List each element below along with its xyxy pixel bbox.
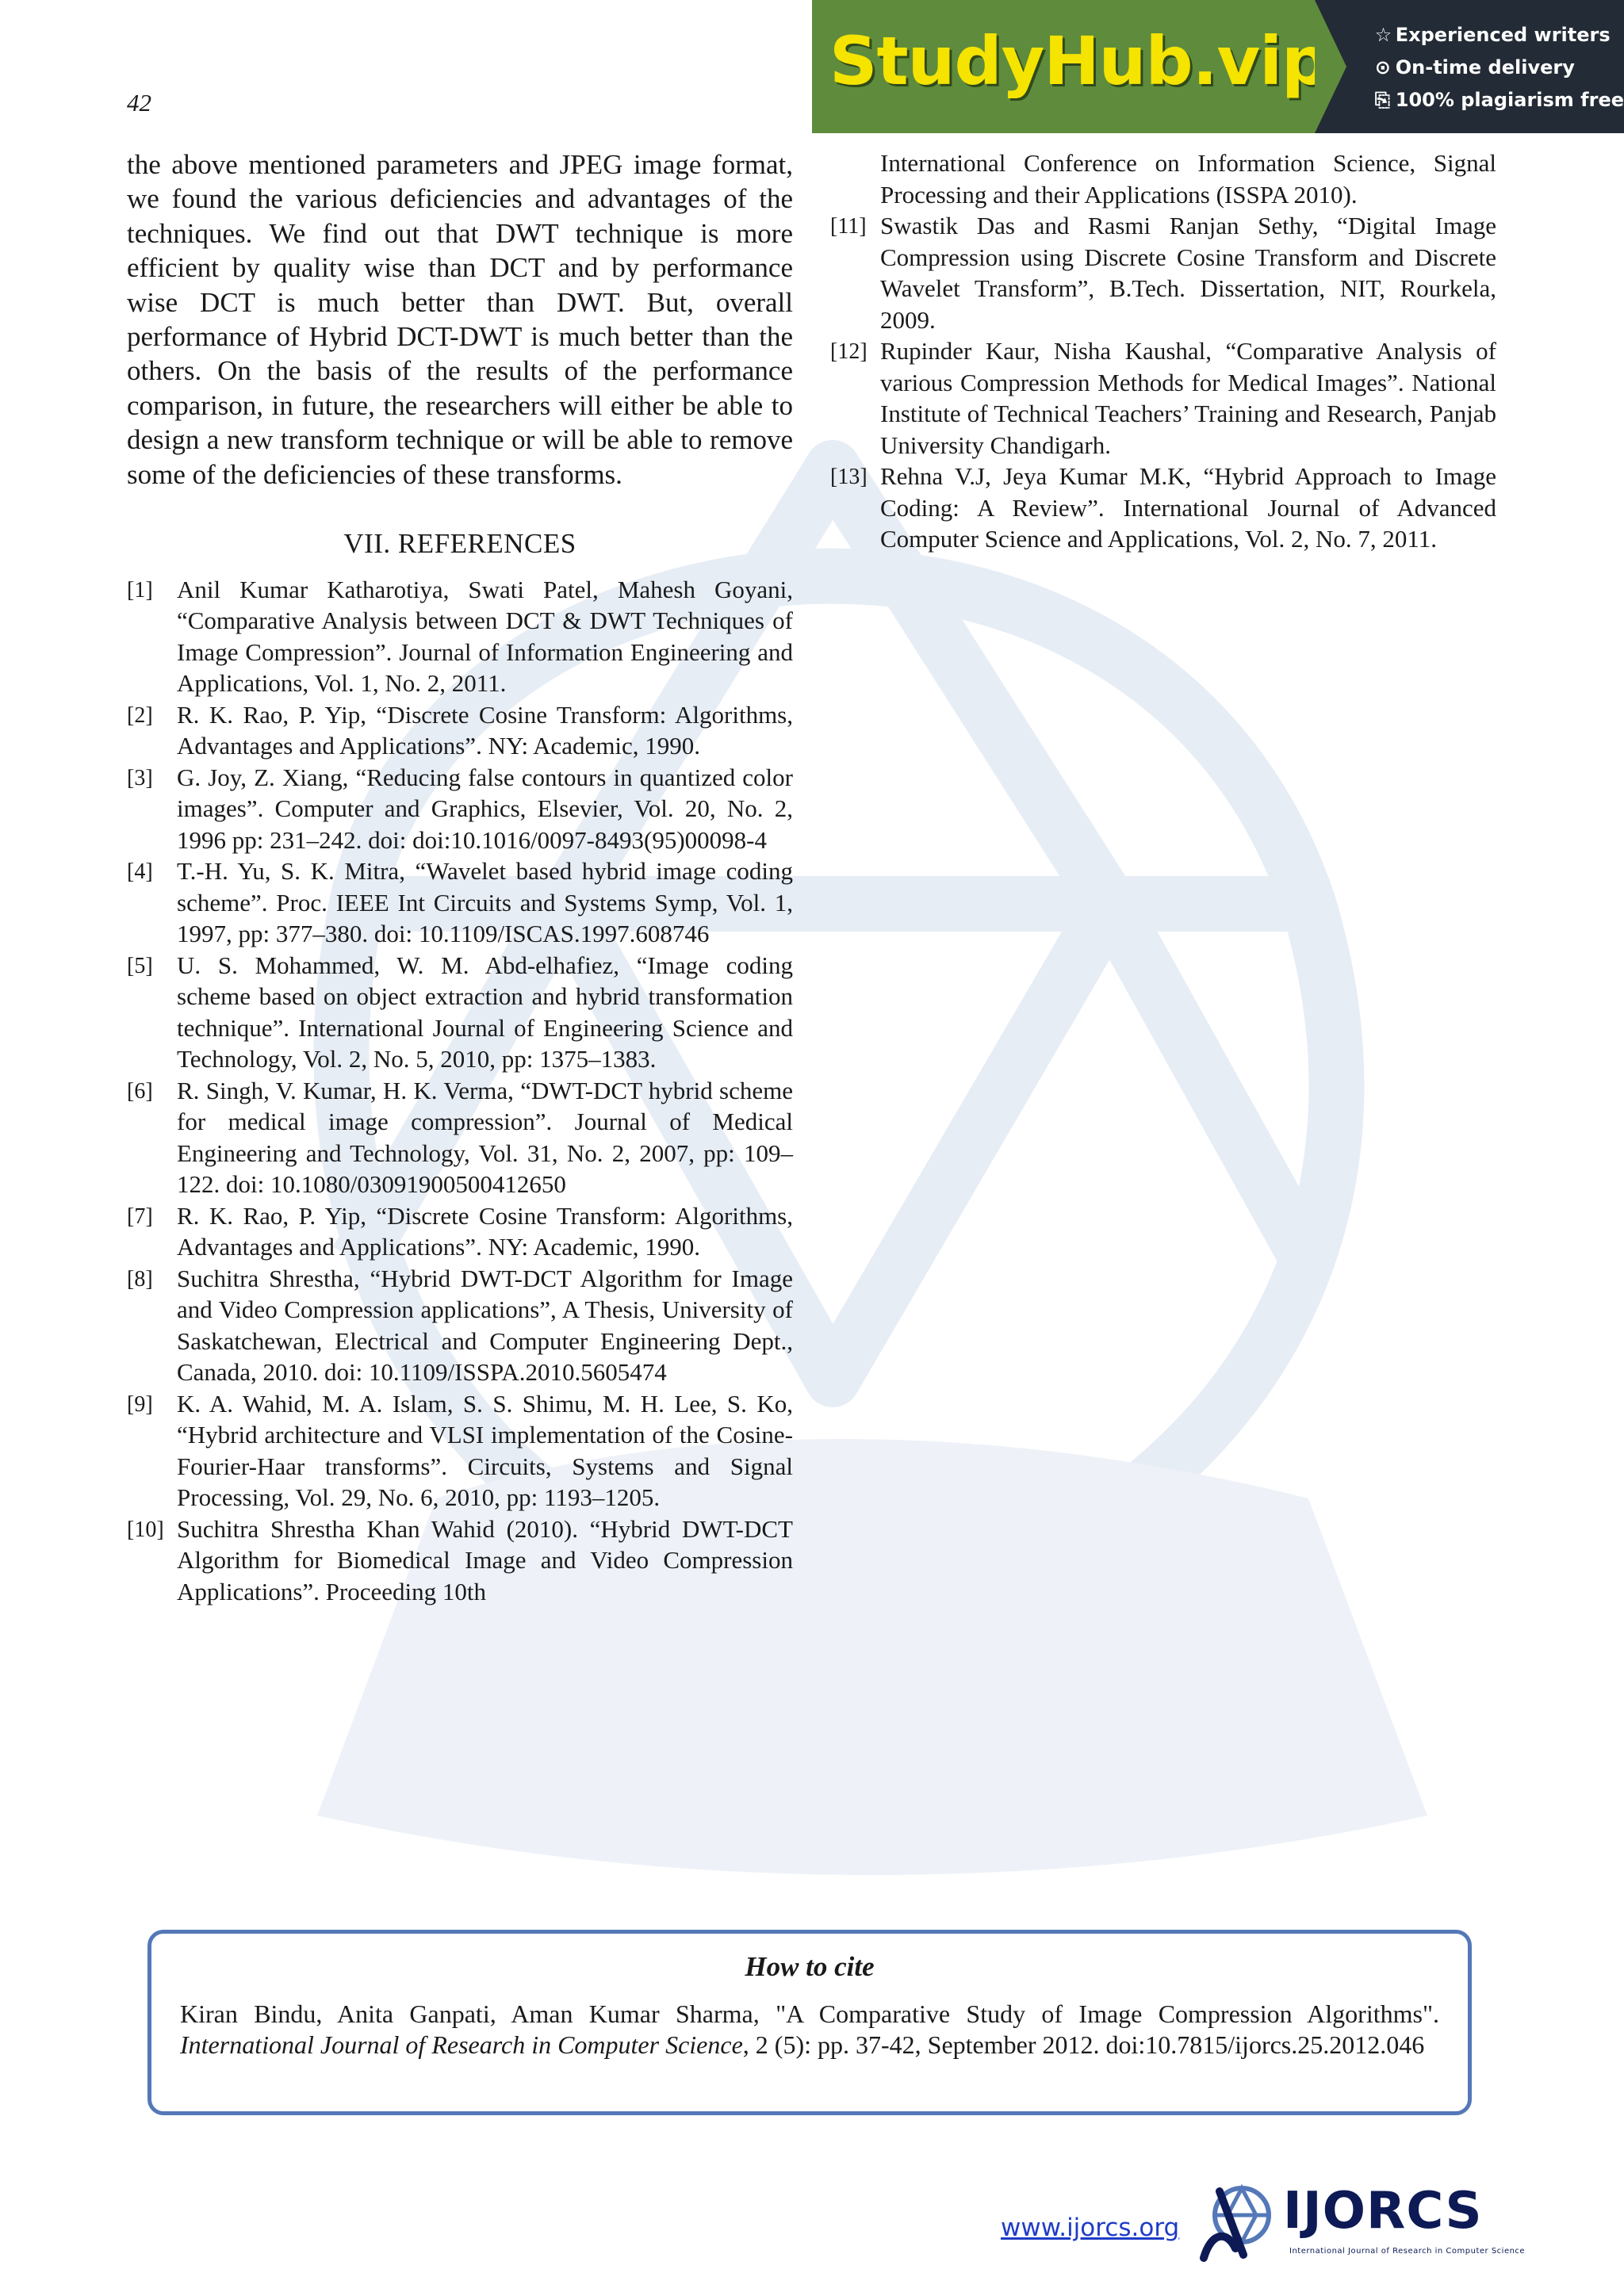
banner-feature-item — [1375, 19, 1624, 52]
citation-text — [180, 1999, 1439, 2061]
banner-features — [1315, 0, 1624, 133]
right-column — [830, 147, 1496, 555]
reference-number: [3] — [127, 765, 153, 790]
reference-item — [127, 1263, 793, 1388]
reference-text: T.-H. Yu, S. K. Mitra, “Wavelet based hybrid image coding scheme”. Proc. IEEE Int Circuits and Systems Symp, Vol. 1, 1997, pp: 377–380. doi: 10.1109/ISCAS.1997.608746 — [177, 857, 793, 948]
reference-number: [6] — [127, 1078, 153, 1104]
citation-journal: International Journal of Research in Computer Science — [180, 2030, 743, 2059]
reference-text: Suchitra Shrestha, “Hybrid DWT-DCT Algorithm for Image and Video Compression applications”, A Thesis, University of Saskatchewan, Electrical and Computer Engineering Dept., Canada, 2010. doi: 10.1109/ISSPA.2010.5605474 — [177, 1264, 793, 1387]
reference-item — [127, 855, 793, 950]
reference-item — [830, 461, 1496, 555]
reference-text: Anil Kumar Katharotiya, Swati Patel, Mahesh Goyani, “Comparative Analysis between DCT & DWT Techniques of Image Compression”. Journal of Information Engineering and Applications, Vol. 1, No. 2, 2011. — [177, 575, 793, 698]
banner-feature-label: Experienced writers — [1395, 24, 1611, 46]
reference-item — [127, 574, 793, 699]
reference-text: Rupinder Kaur, Nisha Kaushal, “Comparative Analysis of various Compression Methods for Medical Images”. National Institute of Technical Teachers’ Training and Research, Panjab University Chandigarh. — [880, 337, 1496, 459]
reference-text: Rehna V.J, Jeya Kumar M.K, “Hybrid Approach to Image Coding: A Review”. International Journal of Advanced Computer Science and Applications, Vol. 2, No. 7, 2011. — [880, 462, 1496, 553]
logo-wordmark: IJORCS — [1283, 2182, 1483, 2241]
reference-number: [4] — [127, 859, 153, 885]
section-title-references: VII. REFERENCES — [343, 528, 576, 560]
banner-feature-item — [1375, 52, 1624, 84]
reference-number: [8] — [127, 1266, 153, 1292]
logo-subtitle: International Journal of Research in Computer Science — [1289, 2247, 1526, 2256]
banner-feature-item — [1375, 84, 1624, 117]
banner-arrow-shape — [1315, 0, 1346, 133]
conclusion-paragraph: the above mentioned parameters and JPEG image format, we found the various deficiencies and advantages of the techniques. We find out that DWT technique is more efficient by quality wise than DCT and by performance wise DCT is much better than DWT. But, overall performance of Hybrid DCT-DWT is much better than the others. On the basis of the results of the performance comparison, in future, the researchers will either be able to design a new transform technique or will be able to remove some of the deficiencies of these transforms. — [127, 149, 793, 490]
banner-brand-name: StudyHub.vip — [829, 22, 1329, 100]
reference-text: R. K. Rao, P. Yip, “Discrete Cosine Transform: Algorithms, Advantages and Applications”. NY: Academic, 1990. — [177, 1201, 793, 1261]
how-to-cite-title: How to cite — [745, 1951, 875, 1982]
studyhub-banner[interactable] — [812, 0, 1624, 133]
reference-number: [2] — [127, 702, 153, 728]
reference-text: U. S. Mohammed, W. M. Abd-elhafiez, “Image coding scheme based on object extraction and hybrid transformation technique”. International Journal of Engineering Science and Technology, Vol. 2, No. 5, 2010, pp: 1375–1383. — [177, 951, 793, 1073]
reference-text: R. K. Rao, P. Yip, “Discrete Cosine Transform: Algorithms, Advantages and Applications”. NY: Academic, 1990. — [177, 700, 793, 760]
reference-text: Swastik Das and Rasmi Ranjan Sethy, “Digital Image Compression using Discrete Cosine Transform and Discrete Wavelet Transform”, B.Tech. Dissertation, NIT, Rourkela, 2009. — [880, 212, 1496, 334]
ijorcs-logo — [1196, 2172, 1526, 2267]
how-to-cite-box — [147, 1930, 1472, 2115]
reference-text: Suchitra Shrestha Khan Wahid (2010). “Hybrid DWT-DCT Algorithm for Biomedical Image and Video Compression Applications”. Proceeding 10th — [177, 1514, 793, 1605]
reference-item — [830, 210, 1496, 335]
reference-item — [127, 1075, 793, 1200]
reference-item — [127, 762, 793, 856]
reference-item — [127, 1200, 793, 1263]
references-list-left — [127, 574, 793, 1608]
globe-person-icon — [1196, 2175, 1283, 2263]
banner-feature-label: On-time delivery — [1395, 56, 1575, 78]
citation-details: , 2 (5): pp. 37-42, September 2012. doi:10.7815/ijorcs.25.2012.046 — [742, 2030, 1425, 2059]
reference-item — [830, 335, 1496, 461]
reference-number: [1] — [127, 577, 153, 603]
reference-item — [127, 950, 793, 1075]
star-icon: ☆ — [1374, 24, 1392, 46]
banner-feature-label: 100% plagiarism free — [1395, 89, 1624, 111]
reference-text: K. A. Wahid, M. A. Islam, S. S. Shimu, M. H. Lee, S. Ko, “Hybrid architecture and VLSI implementation of the Cosine-Fourier-Haar transforms”. Circuits, Systems and Signal Processing, Vol. 29, No. 6, 2010, pp: 1193–1205. — [177, 1389, 793, 1512]
reference-item — [127, 1388, 793, 1513]
reference-number: [9] — [127, 1391, 153, 1417]
reference-item — [127, 699, 793, 762]
reference-number: [10] — [127, 1517, 164, 1542]
reference-number: [7] — [127, 1203, 153, 1229]
left-column — [127, 147, 793, 1607]
page-number: 42 — [127, 89, 151, 117]
reference-10-continued: International Conference on Information Science, Signal Processing and their Applications (ISSPA 2010). — [880, 149, 1496, 209]
clock-icon: ⊙ — [1374, 56, 1391, 78]
reference-number: [5] — [127, 953, 153, 978]
references-list-right — [830, 210, 1496, 555]
citation-authors-title: Kiran Bindu, Anita Ganpati, Aman Kumar Sharma, "A Comparative Study of Image Compression Algorithms". — [180, 1999, 1439, 2028]
banner-brand-panel — [812, 0, 1329, 133]
reference-number: [13] — [830, 465, 868, 489]
journal-website-link[interactable]: www.ijorcs.org — [1001, 2214, 1180, 2242]
reference-number: [12] — [830, 339, 868, 364]
document-icon: ⎘ — [1374, 89, 1390, 111]
reference-text: R. Singh, V. Kumar, H. K. Verma, “DWT-DCT hybrid scheme for medical image compression”. Journal of Medical Engineering and Technology, Vol. 31, No. 2, 2007, pp: 109–122. doi: 10.1080/03091900500412650 — [177, 1076, 793, 1199]
reference-text: G. Joy, Z. Xiang, “Reducing false contours in quantized color images”. Computer and Graphics, Elsevier, Vol. 20, No. 2, 1996 pp: 231–242. doi: doi:10.1016/0097-8493(95)00098-4 — [177, 763, 793, 854]
reference-item — [127, 1513, 793, 1608]
reference-number: [11] — [830, 214, 867, 239]
